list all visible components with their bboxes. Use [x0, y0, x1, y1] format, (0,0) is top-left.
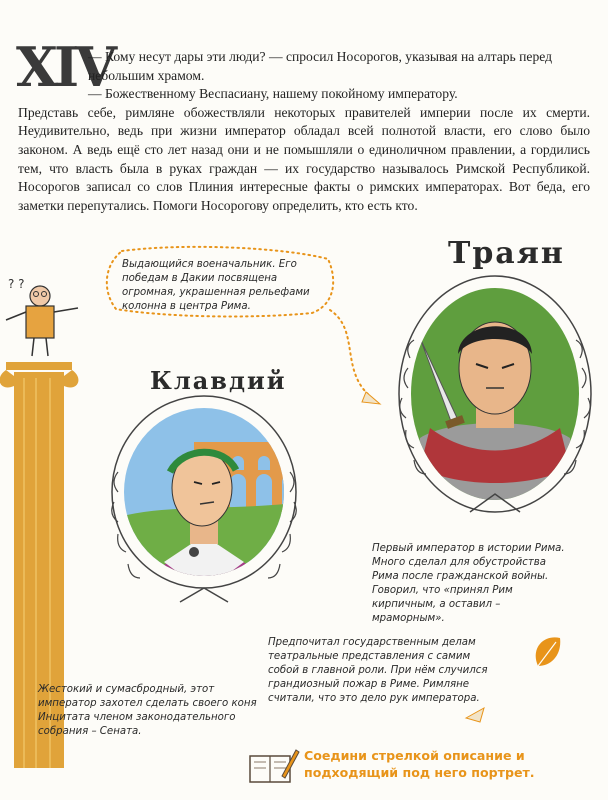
trajan-portrait[interactable] — [390, 268, 600, 528]
svg-text:? ?: ? ? — [8, 277, 25, 291]
note-3: Предпочитал государственным делам театральные представления с самим собой в главной роли. При нём случился грандиозный пожар в Риме. Римляне считали, что это дело рук императора. — [268, 637, 488, 704]
note-4: Жестокий и сумасбродный, этот император захотел сделать своего коня Инцитата членом законодательного собрания – Сената. — [38, 684, 257, 737]
trajan-name: Траян — [448, 236, 565, 271]
arrow-tip-icon — [462, 700, 492, 724]
claudius-portrait[interactable] — [104, 392, 304, 612]
task-instruction: Соедини стрелкой описание и подходящий под него портрет. — [304, 748, 535, 780]
leaf-decoration-icon — [530, 632, 566, 672]
dotted-arrow-path — [300, 300, 390, 410]
intro-line-2: — Божественному Веспасиану, нашему покойному императору. — [88, 86, 458, 102]
note-2: Первый император в истории Рима. Много сделал для обустройства Рима после гражданской войны. Говорил, что «принял Рим кирпичным, а оставил – мраморным». — [372, 543, 565, 624]
claudius-name: Клавдий — [150, 366, 287, 395]
intro-body: Представь себе, римляне обожествляли некоторых правителей империи после их смерти. Неудивительно, ведь при жизни император обладал всей полнотой власти, его слово было законом. А ведь ещё сто лет назад они и не помышляли о единоличном правлении, а гордились тем, что власть была в руках граждан — их государство называлось Римской Республикой. Носорогов записал со слов Плиния интересные факты о римских императорах. Вот беда, его заметки перепутались. Помоги Носорогову определить, кто есть кто. — [18, 104, 590, 213]
roman-numeral-text: XIV — [16, 35, 114, 99]
note-1: Выдающийся военачальник. Его победам в Дакии посвящена огромная, украшенная рельефами колонна в центра Рима. — [122, 259, 310, 312]
intro-text — [18, 48, 590, 215]
notebook-pencil-icon — [248, 746, 300, 786]
intro-line-1: — Кому несут дары эти люди? — спросил Носорогов, указывая на алтарь перед небольшим храмом. — [88, 49, 553, 83]
